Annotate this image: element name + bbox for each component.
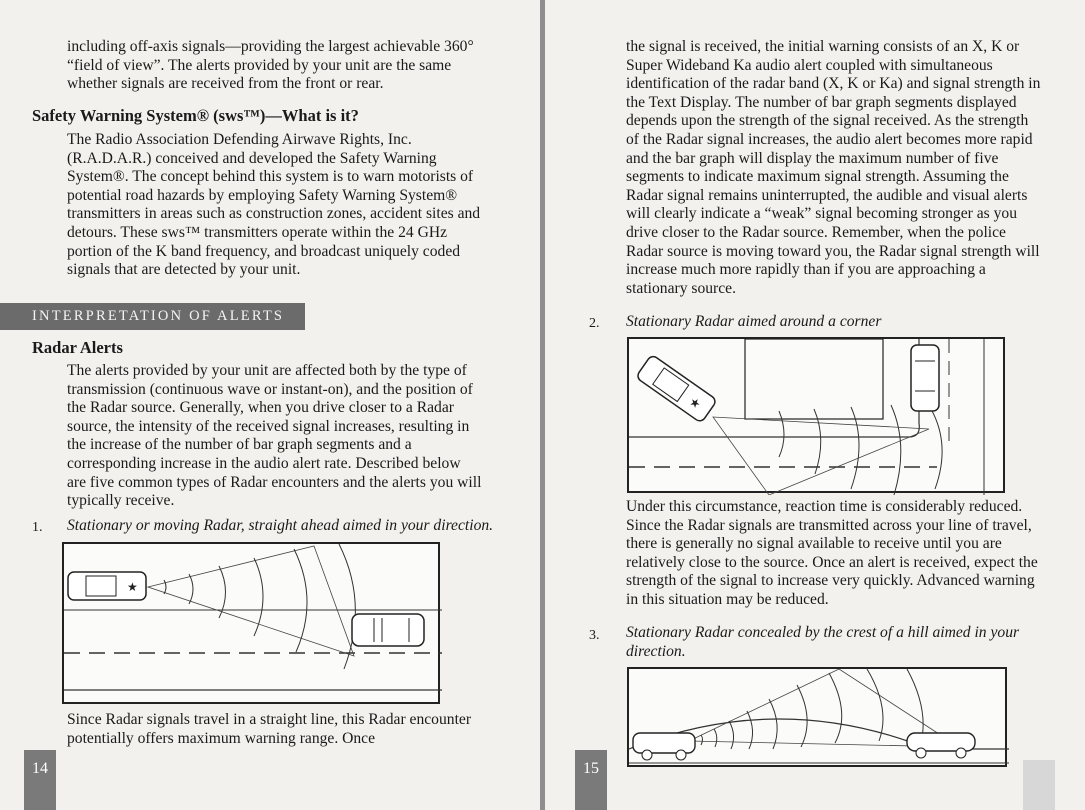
svg-text:★: ★ xyxy=(127,580,138,594)
item3-number: 3. xyxy=(589,628,600,643)
page-number-left: 14 xyxy=(24,750,56,810)
item1-caption: Since Radar signals travel in a straight line, this Radar encounter potentially offers maximum warning range. Once xyxy=(67,711,472,747)
figure-straight-ahead-drawing xyxy=(64,544,442,706)
approaching-car-icon xyxy=(352,614,424,646)
item2-title: Stationary Radar aimed around a corner xyxy=(626,313,882,330)
item1-number: 1. xyxy=(32,520,43,535)
item3-title: Stationary Radar concealed by the crest of a hill aimed in your direction. xyxy=(626,624,1020,660)
item1-title: Stationary or moving Radar, straight ahead aimed in your direction. xyxy=(67,517,494,534)
figure-straight-ahead xyxy=(62,542,440,704)
police-car-icon xyxy=(636,354,718,423)
item2-number: 2. xyxy=(589,316,600,331)
sws-paragraph: The Radio Association Defending Airwave Rights, Inc. (R.A.D.A.R.) conceived and developed the Safety Warning System®. The concept behind this system is to warn motorists of potential road hazards by employing Safety Warning System® transmitters in areas such as construction zones, accident sites and detours. These sws™ transmitters operate within the 24 GHz portion of the K band frequency, and broadcast uniquely coded signals that are detected by your unit. xyxy=(67,131,481,279)
svg-text:★: ★ xyxy=(686,394,704,412)
radar-heading: Radar Alerts xyxy=(32,338,123,357)
figure-hill-crest xyxy=(627,667,1007,767)
figure-around-corner xyxy=(627,337,1005,493)
approaching-car-icon xyxy=(911,345,939,411)
figure-around-corner-drawing xyxy=(629,339,1007,495)
right-page xyxy=(545,0,1085,810)
item2-caption: Under this circumstance, reaction time is considerably reduced. Since the Radar signals are transmitted across your line of travel, there is generally no signal available to receive until you are relatively close to the source. Once an alert is received, expect the strength of the signal to increase very quickly. Advanced warning in this situation may be reduced. xyxy=(626,498,1038,608)
page-edge-shadow xyxy=(1023,760,1055,810)
police-car-icon xyxy=(633,733,695,760)
radar-paragraph: The alerts provided by your unit are affected both by the type of transmission (continuous wave or instant-on), and the position of the Radar source. Generally, when you drive closer to a Radar source, the intensity of the received signal increases, resulting in the increase of the number of bar graph segments and a corresponding increase in the audio alert rate. Described below are five common types of Radar encounters and the alerts you will typically receive. xyxy=(67,362,482,510)
continued-paragraph: the signal is received, the initial warning consists of an X, K or Super Wideband Ka audio alert coupled with simultaneous identification of the radar band (X, K or Ka) and signal strength in the Text Display. The number of bar graph segments displayed depends upon the strength of the signal received. As the strength of the Radar signal increases, the audio alert becomes more rapid and the bar graph will display the maximum number of five segments to indicate maximum signal strength. Assuming the Radar signal remains uninterrupted, the audible and visual alerts will clearly indicate a “weak” signal becoming stronger as you drive closer to the Radar source. Remember, when the police Radar source is moving toward you, the Radar signal strength will increase much more rapidly than if you are approaching a stationary source. xyxy=(626,38,1041,297)
approaching-car-icon xyxy=(907,733,975,758)
section-banner: INTERPRETATION OF ALERTS xyxy=(0,303,305,330)
sws-heading: Safety Warning System® (sws™)—What is it? xyxy=(32,106,359,125)
figure-hill-crest-drawing xyxy=(629,669,1009,769)
intro-paragraph: including off-axis signals—providing the largest achievable 360° “field of view”. The alerts provided by your unit are the same whether signals are received from the front or rear. xyxy=(67,38,474,93)
page-number-right: 15 xyxy=(575,750,607,810)
left-page xyxy=(0,0,540,810)
